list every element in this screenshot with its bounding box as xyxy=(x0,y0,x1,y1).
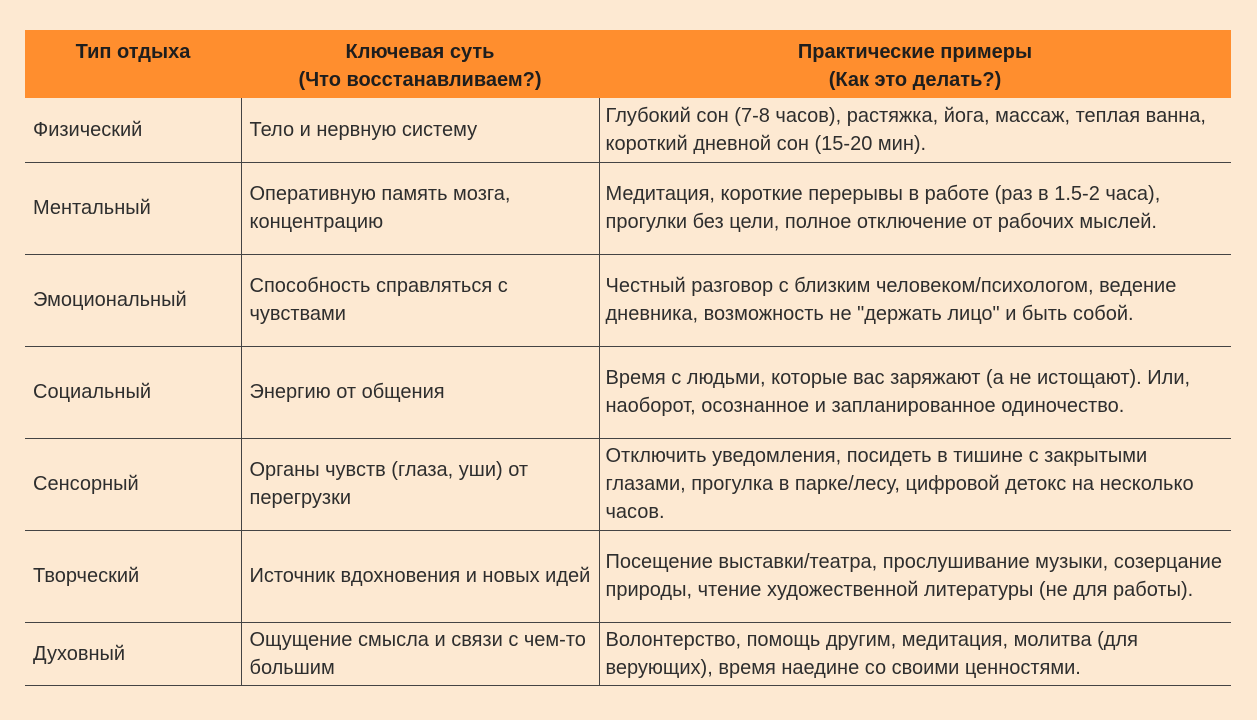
cell-essence: Способность справляться с чувствами xyxy=(241,254,599,346)
cell-examples: Честный разговор с близким человеком/психологом, ведение дневника, возможность не "держать лицо" и быть собой. xyxy=(599,254,1231,346)
rest-types-table xyxy=(25,30,1231,686)
table-row xyxy=(25,162,1231,254)
header-line: Ключевая суть xyxy=(345,41,495,63)
table-row xyxy=(25,98,1231,162)
cell-examples: Посещение выставки/театра, прослушивание музыки, созерцание природы, чтение художественной литературы (не для работы). xyxy=(599,530,1231,622)
cell-rest-type: Духовный xyxy=(25,622,241,685)
header-line: Тип отдыха xyxy=(75,41,191,63)
cell-examples: Волонтерство, помощь другим, медитация, молитва (для верующих), время наедине со своими ценностями. xyxy=(599,622,1231,685)
cell-essence: Тело и нервную систему xyxy=(241,98,599,162)
table-body xyxy=(25,98,1231,685)
table-row xyxy=(25,346,1231,438)
cell-rest-type: Социальный xyxy=(25,346,241,438)
cell-essence: Органы чувств (глаза, уши) от перегрузки xyxy=(241,438,599,530)
table-row xyxy=(25,530,1231,622)
cell-examples: Время с людьми, которые вас заряжают (а не истощают). Или, наоборот, осознанное и запланированное одиночество. xyxy=(599,346,1231,438)
header-line: (Что восстанавливаем?) xyxy=(298,69,542,91)
cell-rest-type: Сенсорный xyxy=(25,438,241,530)
cell-rest-type: Эмоциональный xyxy=(25,254,241,346)
header-key-essence xyxy=(241,30,599,98)
cell-rest-type: Творческий xyxy=(25,530,241,622)
header-line: Практические примеры xyxy=(797,41,1033,63)
cell-essence: Ощущение смысла и связи с чем-то большим xyxy=(241,622,599,685)
cell-essence: Энергию от общения xyxy=(241,346,599,438)
cell-examples: Глубокий сон (7-8 часов), растяжка, йога, массаж, теплая ванна, короткий дневной сон (15-20 мин). xyxy=(599,98,1231,162)
cell-rest-type: Физический xyxy=(25,98,241,162)
header-practical-examples xyxy=(599,30,1231,98)
cell-essence: Оперативную память мозга, концентрацию xyxy=(241,162,599,254)
table-row xyxy=(25,622,1231,685)
cell-rest-type: Ментальный xyxy=(25,162,241,254)
table-header xyxy=(25,30,1231,98)
table-row xyxy=(25,254,1231,346)
header-row xyxy=(25,30,1231,98)
cell-examples: Отключить уведомления, посидеть в тишине с закрытыми глазами, прогулка в парке/лесу, цифровой детокс на несколько часов. xyxy=(599,438,1231,530)
header-rest-type xyxy=(25,30,241,98)
cell-examples: Медитация, короткие перерывы в работе (раз в 1.5-2 часа), прогулки без цели, полное отключение от рабочих мыслей. xyxy=(599,162,1231,254)
header-line: (Как это делать?) xyxy=(828,69,1002,91)
cell-essence: Источник вдохновения и новых идей xyxy=(241,530,599,622)
table-row xyxy=(25,438,1231,530)
